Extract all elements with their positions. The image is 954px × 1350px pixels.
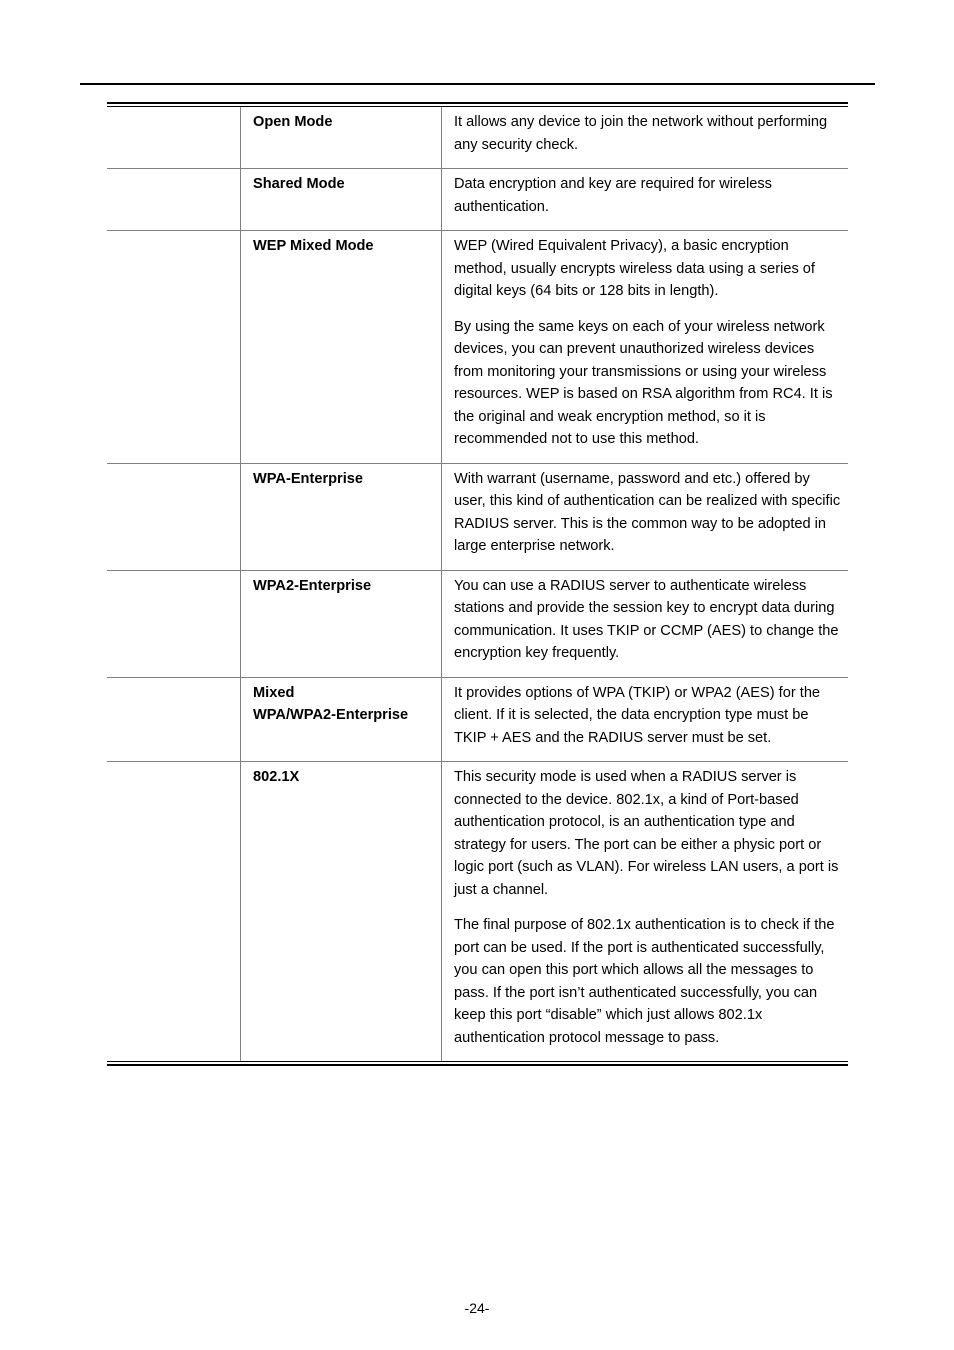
table-bottom-rule xyxy=(107,1061,848,1066)
table-row xyxy=(107,571,848,678)
mode-name: Mixed xyxy=(253,684,295,701)
mode-description-paragraph: It provides options of WPA (TKIP) or WPA2 (AES) for the client. If it is selected, the data encryption type must be TKIP + AES and the RADIUS server must be set. xyxy=(454,684,821,746)
mode-description-paragraph: You can use a RADIUS server to authenticate wireless stations and provide the session key to encrypt data during communication. It uses TKIP or CCMP (AES) to change the encryption key frequently. xyxy=(454,577,839,661)
mode-name-cell xyxy=(241,762,442,1061)
mode-name-cell xyxy=(241,107,442,168)
blank-cell xyxy=(107,762,241,1061)
security-mode-table xyxy=(107,102,848,1066)
blank-cell xyxy=(107,678,241,762)
mode-name: WPA-Enterprise xyxy=(253,470,364,487)
mode-name-cell xyxy=(241,571,442,677)
mode-description-paragraph: Data encryption and key are required for wireless authentication. xyxy=(454,176,772,215)
mode-name-cell xyxy=(241,678,442,762)
table-row xyxy=(107,169,848,231)
header-rule xyxy=(80,83,875,85)
mode-name: WEP Mixed Mode xyxy=(253,238,374,254)
mode-name: WPA/WPA2-Enterprise xyxy=(253,707,409,723)
blank-cell xyxy=(107,571,241,677)
mode-name: Shared Mode xyxy=(253,176,345,192)
mode-description-cell xyxy=(442,107,848,168)
mode-name: WPA2-Enterprise xyxy=(253,577,372,594)
mode-name-cell xyxy=(241,231,442,463)
table-row xyxy=(107,231,848,464)
table-body xyxy=(107,107,848,1061)
mode-name-cell xyxy=(241,464,442,570)
mode-description-cell xyxy=(442,571,848,677)
blank-cell xyxy=(107,169,241,230)
blank-cell xyxy=(107,107,241,168)
mode-description-paragraph: By using the same keys on each of your wireless network devices, you can prevent unauthorized wireless devices from monitoring your transmissions or using your wireless resources. WEP is based on RSA algorithm from RC4. It is the original and weak encryption method, so it is recommended not to use this method. xyxy=(454,318,833,447)
table-row xyxy=(107,762,848,1061)
mode-name-cell xyxy=(241,169,442,230)
mode-description-cell xyxy=(442,762,848,1061)
mode-name: Open Mode xyxy=(253,114,333,130)
mode-description-cell xyxy=(442,678,848,762)
mode-description-paragraph: The final purpose of 802.1x authentication is to check if the port can be used. If the port is authenticated successfully, you can open this port which allows all the messages to pass. If the port isn’t authenticated successfully, you can keep this port “disable” which just allows 802.1x authentication protocol message to pass. xyxy=(454,917,835,1046)
mode-description-paragraph: WEP (Wired Equivalent Privacy), a basic encryption method, usually encrypts wireless data using a series of digital keys (64 bits or 128 bits in length). xyxy=(454,238,815,299)
table-row xyxy=(107,464,848,571)
page-number: -24- xyxy=(464,1300,490,1316)
mode-description-cell xyxy=(442,169,848,230)
mode-description-cell xyxy=(442,231,848,463)
table-row xyxy=(107,678,848,763)
mode-description-paragraph: It allows any device to join the network without performing any security check. xyxy=(454,114,828,153)
mode-description-paragraph: This security mode is used when a RADIUS server is connected to the device. 802.1x, a kind of Port-based authentication protocol, is an authentication type and strategy for users. The port can be either a physic port or logic port (such as VLAN). For wireless LAN users, a port is just a channel. xyxy=(454,769,839,898)
mode-name: 802.1X xyxy=(253,769,300,785)
blank-cell xyxy=(107,464,241,570)
table-row xyxy=(107,107,848,169)
mode-description-cell xyxy=(442,464,848,570)
mode-description-paragraph: With warrant (username, password and etc.) offered by user, this kind of authentication can be realized with specific RADIUS server. This is the common way to be adopted in large enterprise network. xyxy=(454,470,841,554)
blank-cell xyxy=(107,231,241,463)
